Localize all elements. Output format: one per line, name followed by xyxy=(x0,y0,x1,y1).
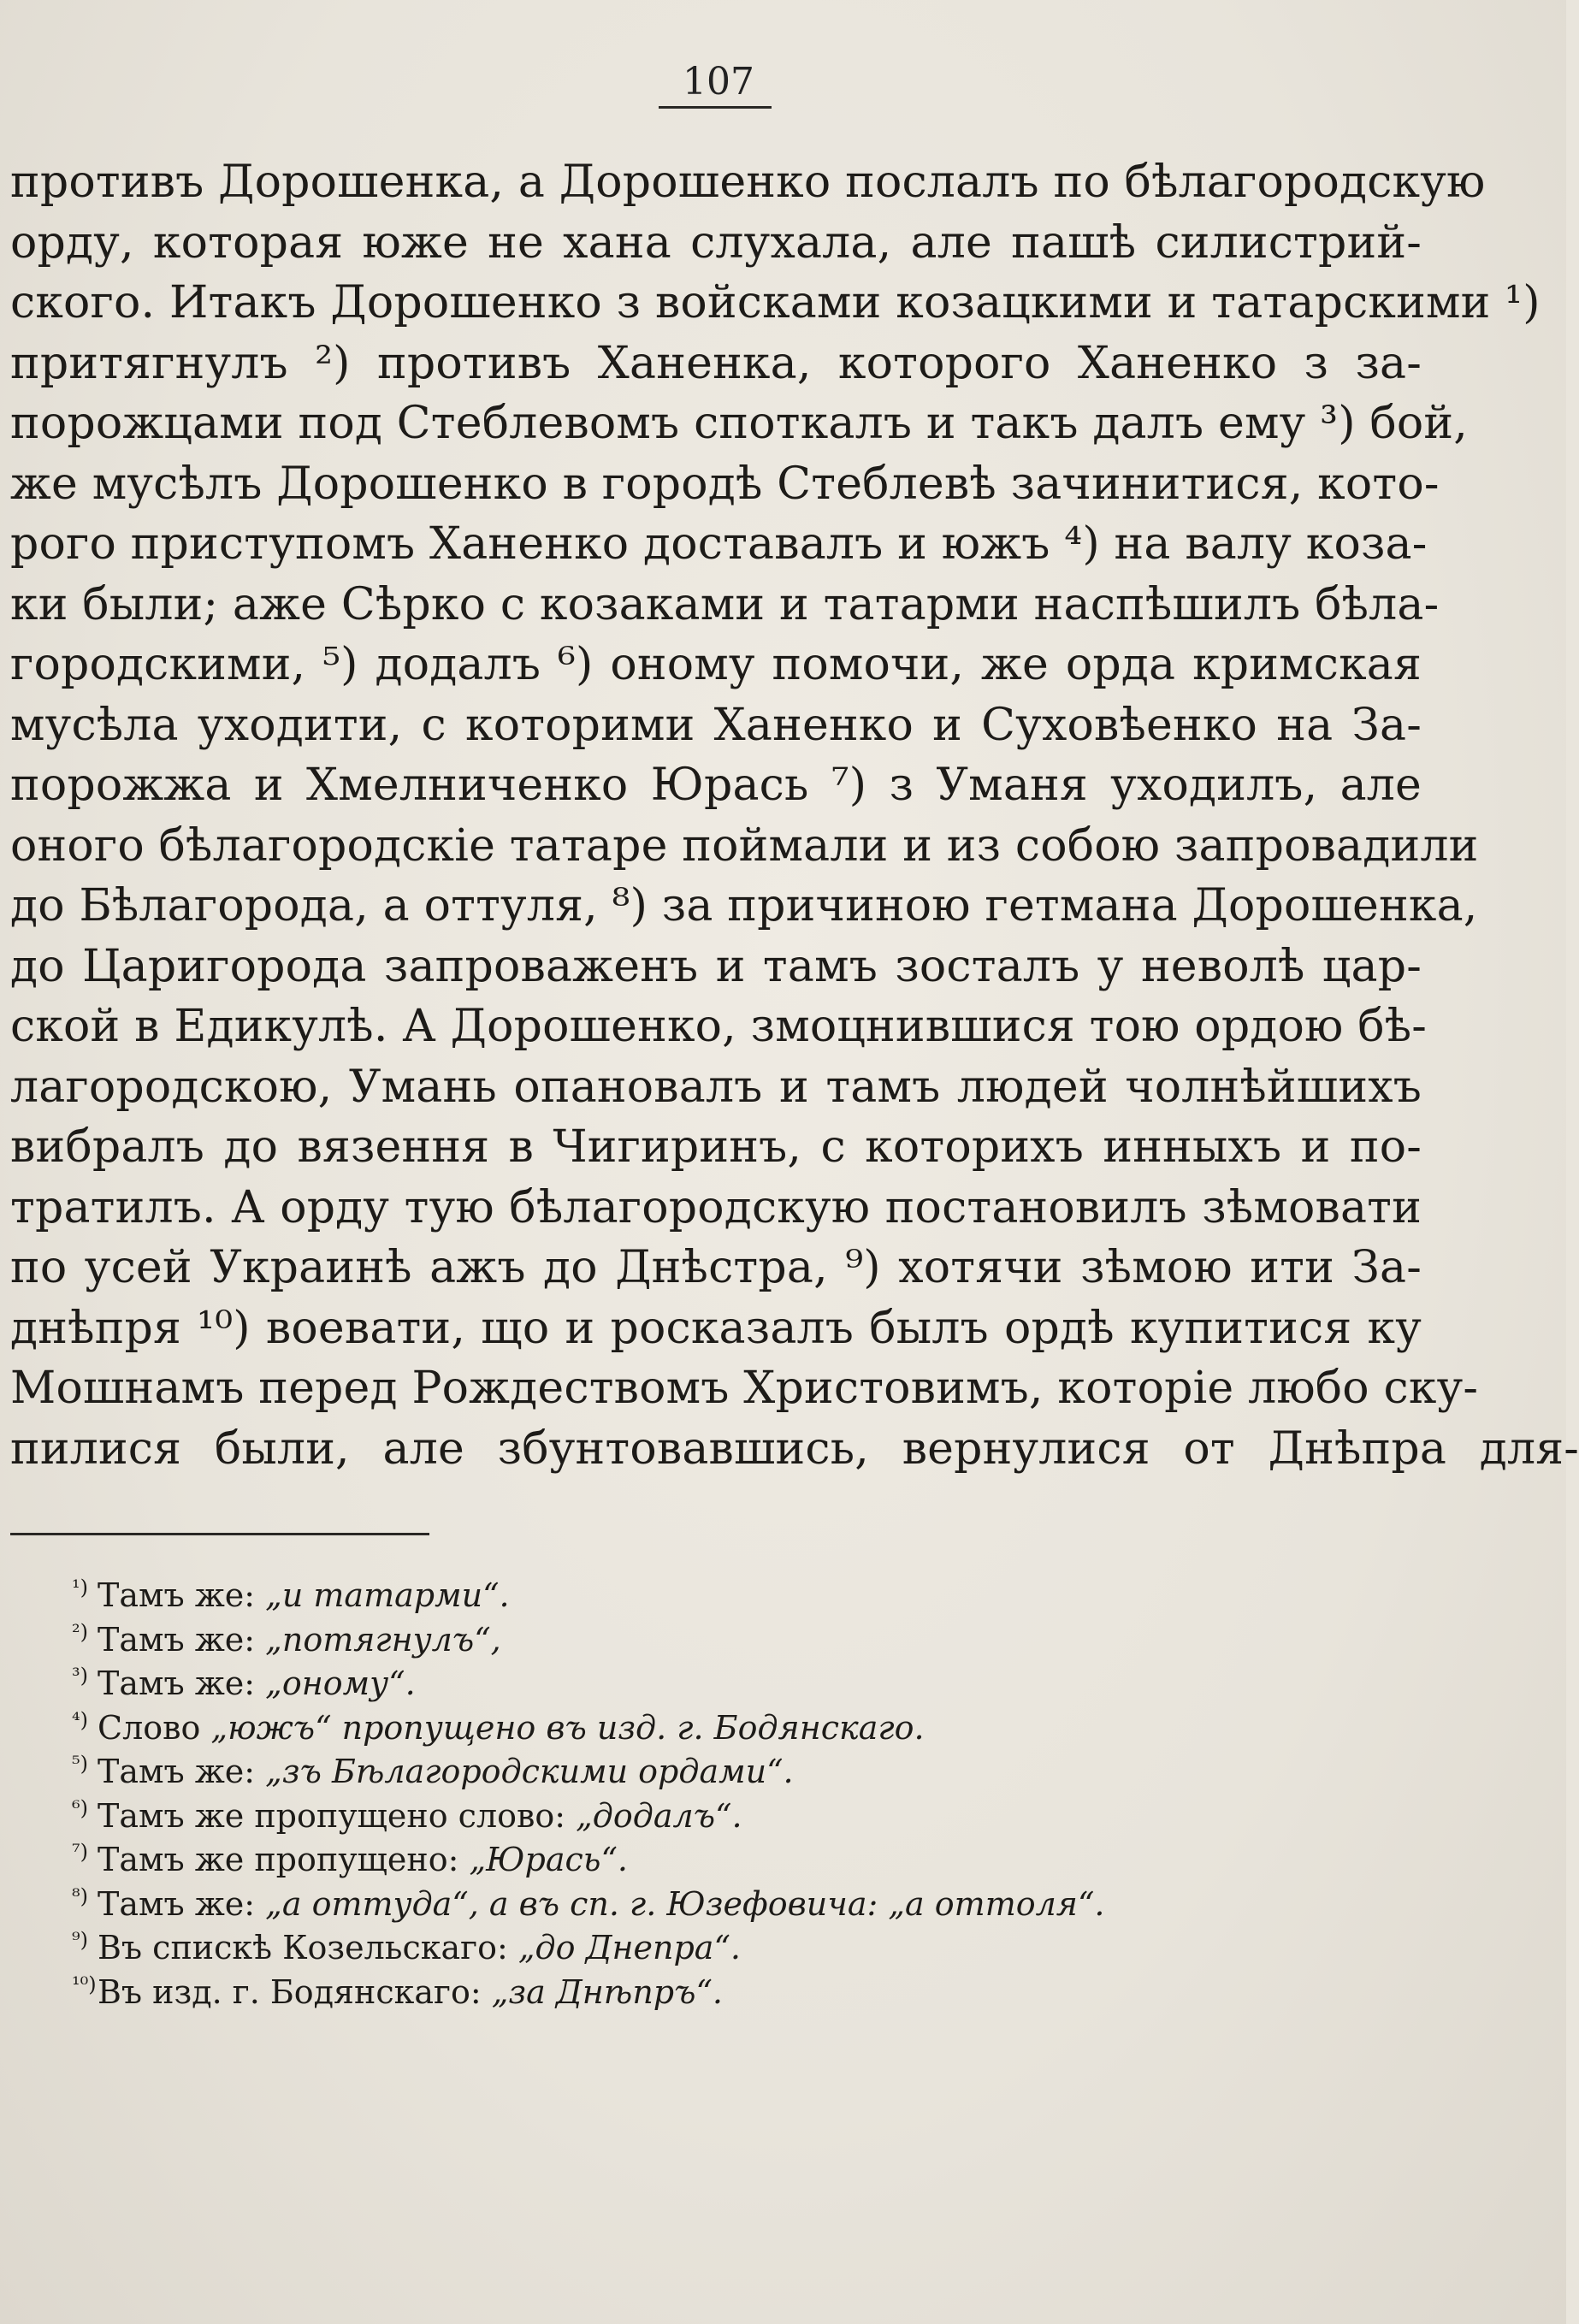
text-line: порожжа и Хмелниченко Юрась ⁷) з Уманя уходилъ, але xyxy=(10,760,1422,811)
footnote: ⁷) Тамъ же пропущено: „Юрась“. xyxy=(72,1840,628,1878)
footnote: ⁶) Тамъ же пропущено слово: „додалъ“. xyxy=(72,1795,742,1835)
footnote-text: Тамъ же: xyxy=(98,1753,266,1790)
text-line: тратилъ. А орду тую бѣлагородскую постановилъ зѣмовати xyxy=(10,1181,1422,1233)
footnote-text: Тамъ же: xyxy=(98,1884,266,1923)
footnote: ²) Тамъ же: „потягнулъ“, xyxy=(72,1619,501,1659)
text-line: по усей Украинѣ ажъ до Днѣстра, ⁹) хотячи зѣмою ити За- xyxy=(10,1242,1422,1293)
text-line: лагородскою, Умань опановалъ и тамъ людей чолнѣйшихъ xyxy=(10,1061,1422,1113)
text-line: же мусѣлъ Дорошенко в городѣ Стеблевѣ зачинитися, кото- xyxy=(10,458,1440,510)
footnote: ¹) Тамъ же: „и татарми“. xyxy=(72,1576,510,1614)
footnote-text: Тамъ же пропущено: xyxy=(98,1841,470,1878)
footnote: ⁹) Въ спискѣ Козельскаго: „до Днепра“. xyxy=(72,1928,741,1966)
footnote-text: Слово xyxy=(98,1708,211,1747)
text-line: до Царигорода запроваженъ и тамъ зосталъ у неволѣ цар- xyxy=(10,940,1422,992)
footnote-text: Тамъ же: xyxy=(98,1620,266,1659)
footnote-quote: „потягнулъ“, xyxy=(265,1620,501,1659)
text-line: ского. Итакъ Дорошенко з войсками козацкими и татарскими ¹) xyxy=(10,277,1541,328)
text-line: оного бѣлагородскіе татаре поймали и из собою запровадили xyxy=(10,819,1479,872)
page-number-underline xyxy=(659,106,772,109)
footnote-text: Тамъ же пропущено слово: xyxy=(98,1796,577,1835)
text-line: городскими, ⁵) додалъ ⁶) оному помочи, же орда кримская xyxy=(10,639,1422,690)
text-line: орду, которая юже не хана слухала, але пашѣ силистрий- xyxy=(10,216,1422,269)
footnote: ³) Тамъ же: „оному“. xyxy=(72,1664,416,1702)
footnote-quote: „южъ“ пропущено въ изд. г. Бодянскаго. xyxy=(210,1708,925,1747)
footnote-quote: „до Днепра“. xyxy=(517,1929,741,1966)
text-line: вибралъ до вязення в Чигиринъ, с которихъ инныхъ и по- xyxy=(10,1121,1422,1173)
footnote: ⁵) Тамъ же: „зъ Бѣлагородскими ордами“. xyxy=(72,1752,794,1790)
footnote-quote: „а оттуда“, а въ сп. г. Юзефовича: „а оттоля“. xyxy=(265,1884,1105,1923)
footnote-quote: „додалъ“. xyxy=(576,1796,742,1835)
text-line: мусѣла уходити, с которими Ханенко и Суховѣенко на За- xyxy=(10,699,1422,751)
footnote-text: Тамъ же: xyxy=(98,1665,266,1702)
footnote: ⁴) Слово „южъ“ пропущено въ изд. г. Бодянскаго. xyxy=(72,1707,925,1747)
footnote-text: Тамъ же: xyxy=(98,1576,266,1614)
footnote-quote: „оному“. xyxy=(265,1665,416,1702)
footnote-separator xyxy=(10,1533,429,1535)
text-line: противъ Дорошенка, а Дорошенко послалъ по бѣлагородскую xyxy=(10,157,1486,208)
text-line: рого приступомъ Ханенко доставалъ и южъ ⁴) на валу коза- xyxy=(10,518,1428,570)
text-line: притягнулъ ²) противъ Ханенка, которого Ханенко з за- xyxy=(10,337,1422,389)
footnote-quote: „за Днѣпръ“. xyxy=(491,1972,723,2011)
footnote-quote: „и татарми“. xyxy=(265,1576,510,1614)
text-line: ской в Едикулѣ. А Дорошенко, змоцнившися тою ордою бѣ- xyxy=(10,1001,1428,1052)
footnotes xyxy=(72,1574,1312,2014)
footnote-quote: „Юрась“. xyxy=(469,1841,628,1878)
text-line: до Бѣлагорода, а оттуля, ⁸) за причиною гетмана Дорошенка, xyxy=(10,880,1478,931)
footnote: ¹⁰)Въ изд. г. Бодянскаго: „за Днѣпръ“. xyxy=(72,1972,723,2011)
text-line: порожцами под Стеблевомъ споткалъ и такъ далъ ему ³) бой, xyxy=(10,398,1469,449)
text-line: днѣпря ¹⁰) воевати, що и росказалъ былъ ордѣ купитися ку xyxy=(10,1302,1422,1354)
page-number: 107 xyxy=(683,60,754,103)
footnote: ⁸) Тамъ же: „а оттуда“, а въ сп. г. Юзефовича: „а оттоля“. xyxy=(72,1883,1105,1923)
text-line: ки были; аже Сѣрко с козаками и татарми наспѣшилъ бѣла- xyxy=(10,578,1440,630)
text-line: пилися были, але збунтовавшись, вернулися от Днѣпра для- xyxy=(10,1422,1579,1475)
main-text xyxy=(10,152,1579,1479)
text-line: Мошнамъ перед Рождествомъ Христовимъ, которіе любо ску- xyxy=(10,1363,1479,1414)
footnote-quote: „зъ Бѣлагородскими ордами“. xyxy=(265,1753,794,1790)
footnote-text: Въ спискѣ Козельскаго: xyxy=(98,1929,518,1966)
footnote-text: Въ изд. г. Бодянскаго: xyxy=(98,1972,492,2011)
